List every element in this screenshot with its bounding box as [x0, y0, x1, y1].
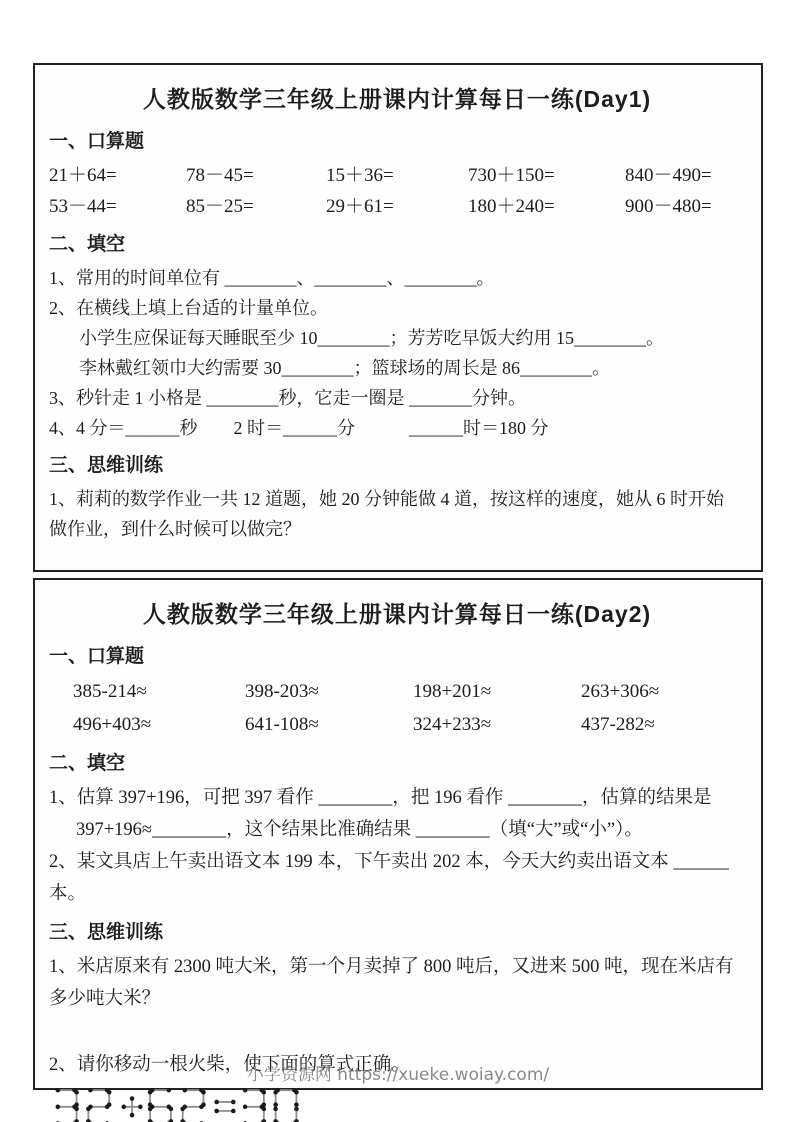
math-problem: 730＋150= — [468, 165, 555, 186]
math-problem: 78－45= — [186, 165, 254, 186]
fill-item: 4、4 分＝______秒 2 时＝______分 ______时＝180 分 — [49, 418, 549, 438]
fill-item: 2、在横线上填上台适的计量单位。 — [49, 298, 328, 318]
fill-item-subline: 李林戴红领巾大约需要 30________；篮球场的周长是 86________。 — [79, 358, 610, 378]
day2-oral-row-2 — [49, 708, 745, 741]
matchstick-puzzle — [53, 1087, 745, 1122]
matchstick-equation — [53, 1087, 311, 1122]
fill-item: 1、常用的时间单位有 ________、________、________。 — [49, 268, 495, 288]
math-problem: 85－25= — [186, 196, 254, 217]
math-problem: 398-203≈ — [245, 681, 319, 702]
day1-sheet — [33, 63, 763, 572]
day1-title: 人教版数学三年级上册课内计算每日一练(Day1) — [142, 86, 652, 112]
math-problem: 437-282≈ — [581, 714, 655, 735]
day2-oral-row-1 — [49, 675, 745, 708]
math-problem: 21＋64= — [49, 165, 117, 186]
day2-thinking-heading: 三、思维训练 — [49, 922, 164, 943]
math-problem: 263+306≈ — [581, 681, 660, 702]
math-problem: 29＋61= — [326, 196, 394, 217]
day2-title: 人教版数学三年级上册课内计算每日一练(Day2) — [142, 601, 652, 627]
math-problem: 324+233≈ — [413, 714, 492, 735]
math-problem: 641-108≈ — [245, 714, 319, 735]
day1-oral-row-2 — [49, 191, 745, 222]
thinking-item: 做作业，到什么时候可以做完？ — [49, 519, 301, 539]
math-problem: 840－490= — [625, 165, 712, 186]
fill-item: 3、秒针走 1 小格是 ________秒，它走一圈是 _______分钟。 — [49, 388, 526, 408]
fill-item: 1、估算 397+196，可把 397 看作 ________，把 196 看作 ________，估算的结果是 — [49, 788, 712, 808]
thinking-item: 1、莉莉的数学作业一共 12 道题，她 20 分钟能做 4 道，按这样的速度，她从 6 时开始 — [49, 489, 724, 509]
fill-item: 2、某文具店上午卖出语文本 199 本，下午卖出 202 本，今天大约卖出语文本 ______ — [49, 852, 729, 872]
math-problem: 385-214≈ — [73, 681, 147, 702]
watermark-footer: 小学资源网 https://xueke.woiay.com/ — [246, 1065, 550, 1085]
math-problem: 496+403≈ — [73, 714, 152, 735]
math-problem: 180＋240= — [468, 196, 555, 217]
thinking-item: 多少吨大米？ — [49, 989, 161, 1009]
day1-thinking-heading: 三、思维训练 — [49, 455, 164, 476]
math-problem: 900－480= — [625, 196, 712, 217]
day2-sheet — [33, 578, 763, 1090]
math-problem: 53－44= — [49, 196, 117, 217]
fill-item-subline: 本。 — [49, 884, 87, 904]
fill-item-subline: 小学生应保证每天睡眠至少 10________；芳芳吃早饭大约用 15________。 — [79, 328, 664, 348]
thinking-item: 2、请你移动一根火柴，使下面的算式正确。 — [49, 1055, 410, 1075]
day1-fill-heading: 二、填空 — [49, 234, 126, 255]
day2-oral-heading: 一、口算题 — [49, 646, 145, 667]
math-problem: 198+201≈ — [413, 681, 492, 702]
day1-oral-row-1 — [49, 160, 745, 191]
thinking-item: 1、米店原来有 2300 吨大米，第一个月卖掉了 800 吨后，又进来 500 吨，现在米店有 — [49, 957, 734, 977]
day1-oral-heading: 一、口算题 — [49, 131, 145, 152]
day2-fill-heading: 二、填空 — [49, 753, 126, 774]
math-problem: 15＋36= — [326, 165, 394, 186]
fill-item-subline: 397+196≈________，这个结果比准确结果 ________（填“大”或“小”）。 — [76, 820, 643, 840]
